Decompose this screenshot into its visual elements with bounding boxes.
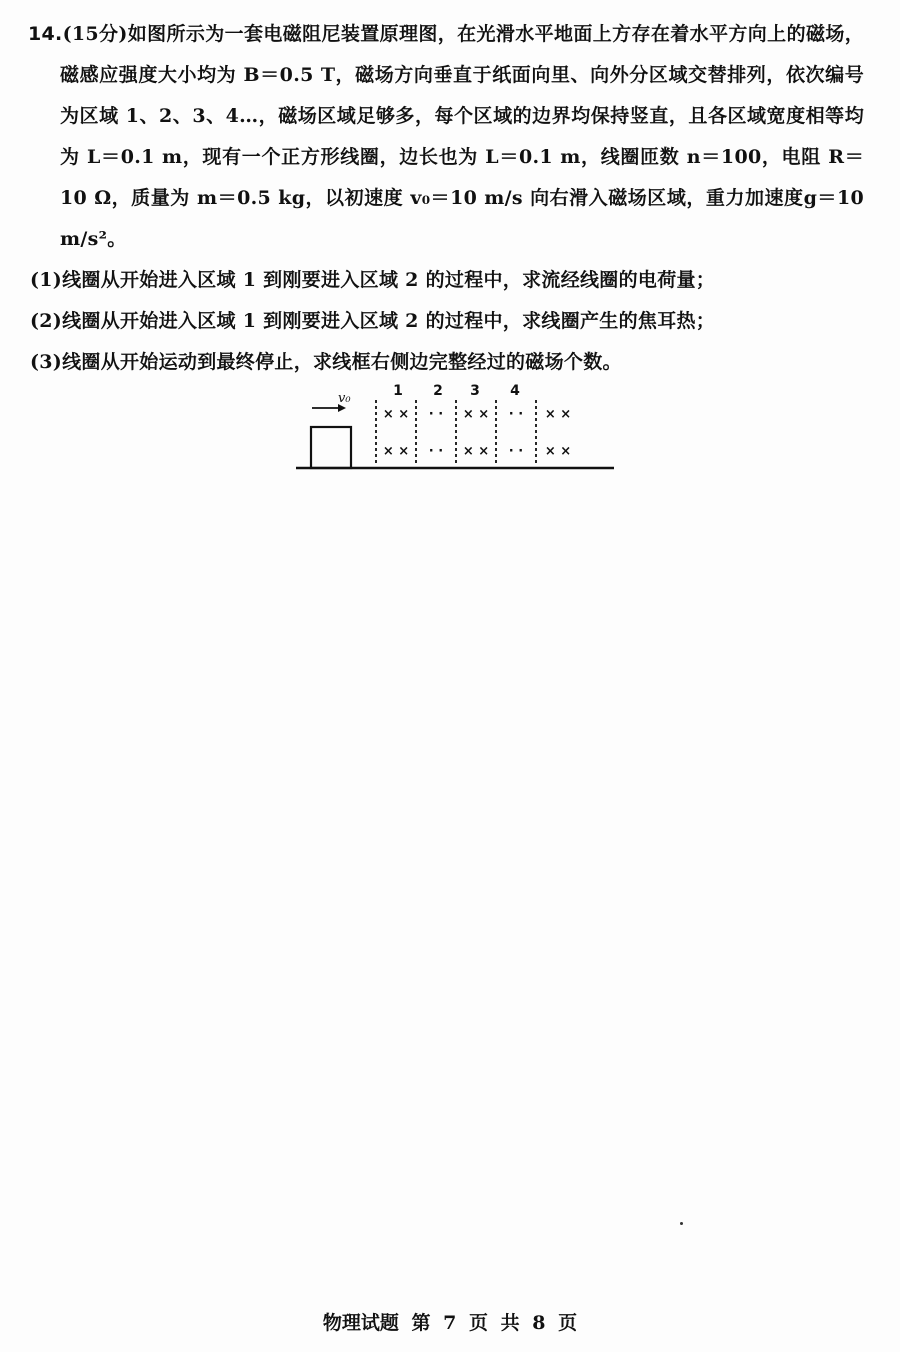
footer-total: 共 8 页: [500, 1312, 578, 1334]
footer-subject: 物理试题: [322, 1312, 399, 1334]
region-label-4: 4: [510, 383, 520, 399]
question-1: (1)线圈从开始进入区域 1 到刚要进入区域 2 的过程中，求流经线圈的电荷量；: [30, 269, 716, 291]
scan-speck: [680, 1222, 683, 1225]
problem-14: [28, 14, 864, 383]
field-out-region-4-bottom: · ·: [508, 444, 524, 459]
field-into-region-5-top: × ×: [544, 407, 572, 422]
square-coil: [311, 427, 351, 468]
question-2: (2)线圈从开始进入区域 1 到刚要进入区域 2 的过程中，求线圈产生的焦耳热；: [30, 310, 716, 332]
problem-points: (15分): [62, 23, 128, 45]
field-out-region-2-bottom: · ·: [428, 444, 444, 459]
field-into-region-1-bottom: × ×: [382, 444, 410, 459]
page-footer: [0, 1308, 900, 1335]
question-3: (3)线圈从开始运动到最终停止，求线框右侧边完整经过的磁场个数。: [30, 351, 622, 373]
field-into-region-3-bottom: × ×: [462, 444, 490, 459]
problem-stem-text: 如图所示为一套电磁阻尼装置原理图，在光滑水平地面上方存在着水平方向上的磁场，磁感应强度大小均为 B＝0.5 T，磁场方向垂直于纸面向里、向外分区域交替排列，依次编号为区域 1、2、3、4…，磁场区域足够多，每个区域的边界均保持竖直，且各区域宽度相等均为 L＝0.1 m，现有一个正方形线圈，边长也为 L＝0.1 m，线圈匝数 n＝100，电阻 R＝10 Ω，质量为 m＝0.5 kg，以初速度 v₀＝10 m/s 向右滑入磁场区域，重力加速度g＝10 m/s²。: [60, 23, 864, 250]
field-out-region-4-top: · ·: [508, 407, 524, 422]
region-label-2: 2: [433, 383, 443, 399]
problem-stem: [28, 14, 864, 260]
region-label-1: 1: [393, 383, 403, 399]
region-label-3: 3: [470, 383, 480, 399]
magnetic-field-diagram: [294, 380, 616, 472]
field-out-region-2-top: · ·: [428, 407, 444, 422]
field-into-region-3-top: × ×: [462, 407, 490, 422]
footer-page: 第 7 页: [411, 1312, 488, 1334]
velocity-label: v₀: [338, 391, 351, 406]
problem-number: 14.: [28, 23, 63, 45]
field-into-region-1-top: × ×: [382, 407, 410, 422]
field-into-region-5-bottom: × ×: [544, 444, 572, 459]
